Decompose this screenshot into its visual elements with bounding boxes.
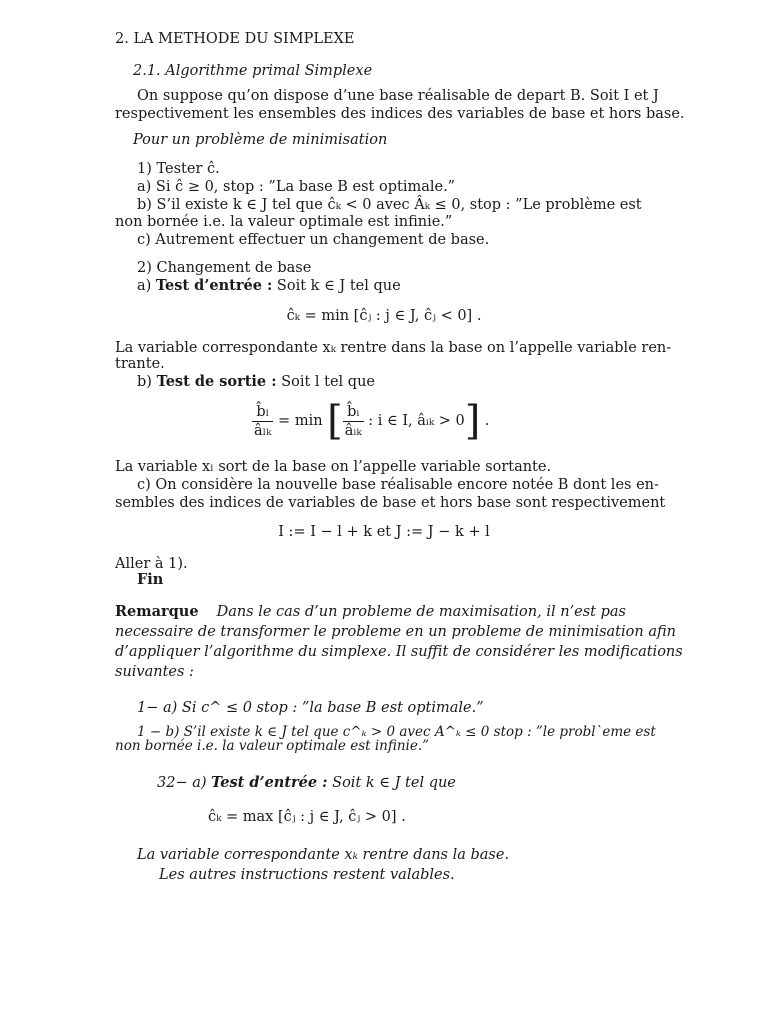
step-1: 1) Tester ĉ.: [137, 161, 220, 177]
remarque-line-1: [115, 603, 626, 621]
entering-line-2: trante.: [115, 356, 165, 372]
test-entree-label: Test d’entrée :: [155, 277, 273, 294]
exit-inner-den: âᵢₖ: [344, 422, 362, 439]
exit-inner-fraction: [343, 403, 364, 440]
final-line-2: Les autres instructions restent valables.: [159, 867, 455, 883]
subsection-heading: 2.1. Algorithme primal Simplexe: [133, 63, 373, 79]
step-2a-prefix: a): [137, 278, 156, 294]
item-3-prefix: 32− a): [157, 775, 212, 791]
final-line-1: La variable correspondante xₖ rentre dans la base.: [137, 847, 510, 863]
equation-entry-min: ĉₖ = min [ĉⱼ : j ∈ J, ĉⱼ < 0] .: [286, 308, 482, 324]
remarque-item-2-line-2: non bornée i.e. la valeur optimale est infinie.”: [115, 738, 430, 754]
fin-label: Fin: [137, 571, 164, 588]
exit-lhs-den: âₗₖ: [254, 422, 272, 439]
leaving-line: La variable xₗ sort de la base on l’appelle variable sortante.: [115, 459, 552, 475]
step-1c: c) Autrement effectuer un changement de base.: [137, 232, 490, 248]
remarque-item-3: [157, 774, 456, 792]
step-1b-line-2: non bornée i.e. la valeur optimale est infinie.”: [115, 214, 453, 230]
equation-update: I := I − l + k et J := J − k + l: [278, 524, 490, 540]
max-test-entree-label: Test d’entrée :: [211, 774, 328, 791]
step-2a-rest: Soit k ∈ J tel que: [272, 278, 401, 294]
section-heading: 2. LA METHODE DU SIMPLEXE: [115, 31, 355, 47]
right-bracket: ]: [464, 398, 481, 444]
step-1b-line-1: b) S’il existe k ∈ J tel que ĉₖ < 0 avec Âₖ ≤ 0, stop : ”Le problème est: [137, 197, 642, 213]
test-sortie-label: Test de sortie :: [156, 373, 277, 390]
exit-inner-num: b̂ᵢ: [343, 403, 364, 422]
intro-line-1: On suppose qu’on dispose d’une base réalisable de depart B. Soit I et J: [137, 88, 659, 104]
minimisation-title: Pour un problème de minimisation: [133, 132, 388, 148]
exit-min: = min: [273, 413, 328, 429]
step-2c-line-1: c) On considère la nouvelle base réalisable encore notée B dont les en-: [137, 477, 659, 493]
exit-condition: : i ∈ I, âᵢₖ > 0: [363, 413, 465, 429]
exit-end: .: [480, 413, 490, 429]
step-2b-prefix: b): [137, 374, 157, 390]
step-1a: a) Si ĉ ≥ 0, stop : ”La base B est optimale.”: [137, 179, 456, 195]
intro-line-2: respectivement les ensembles des indices des variables de base et hors base.: [115, 106, 685, 122]
goto-line: Aller à 1).: [115, 556, 188, 572]
step-2: 2) Changement de base: [137, 260, 312, 276]
exit-lhs-fraction: [252, 403, 273, 440]
equation-exit: [252, 398, 490, 445]
remarque-line-2: necessaire de transformer le probleme en un probleme de minimisation afin: [115, 624, 676, 640]
remarque-line-4: suivantes :: [115, 664, 194, 680]
remarque-label: Remarque: [115, 603, 199, 620]
left-bracket: [: [327, 398, 343, 444]
step-2b: [137, 373, 375, 391]
remarque-line-3: d’appliquer l’algorithme du simplexe. Il suffit de considérer les modifications: [115, 644, 683, 660]
step-2a: [137, 277, 401, 295]
step-2b-rest: Soit l tel que: [276, 374, 375, 390]
remarque-item-1: 1− a) Si c^ ≤ 0 stop : ”la base B est optimale.”: [137, 700, 484, 716]
remarque-item-2-line-1: 1 − b) S’il existe k ∈ J tel que c^ₖ > 0 avec A^ₖ ≤ 0 stop : ”le probl`eme est: [137, 724, 656, 740]
remarque-text-1: Dans le cas d’un probleme de maximisation, il n’est pas: [216, 604, 626, 620]
item-3-rest: Soit k ∈ J tel que: [327, 775, 456, 791]
equation-entry-max: ĉₖ = max [ĉⱼ : j ∈ J, ĉⱼ > 0] .: [208, 809, 406, 825]
entering-line-1: La variable correspondante xₖ rentre dans la base on l’appelle variable ren-: [115, 340, 672, 356]
step-2c-line-2: sembles des indices de variables de base et hors base sont respectivement: [115, 495, 666, 511]
exit-lhs-num: b̂ₗ: [252, 403, 273, 422]
